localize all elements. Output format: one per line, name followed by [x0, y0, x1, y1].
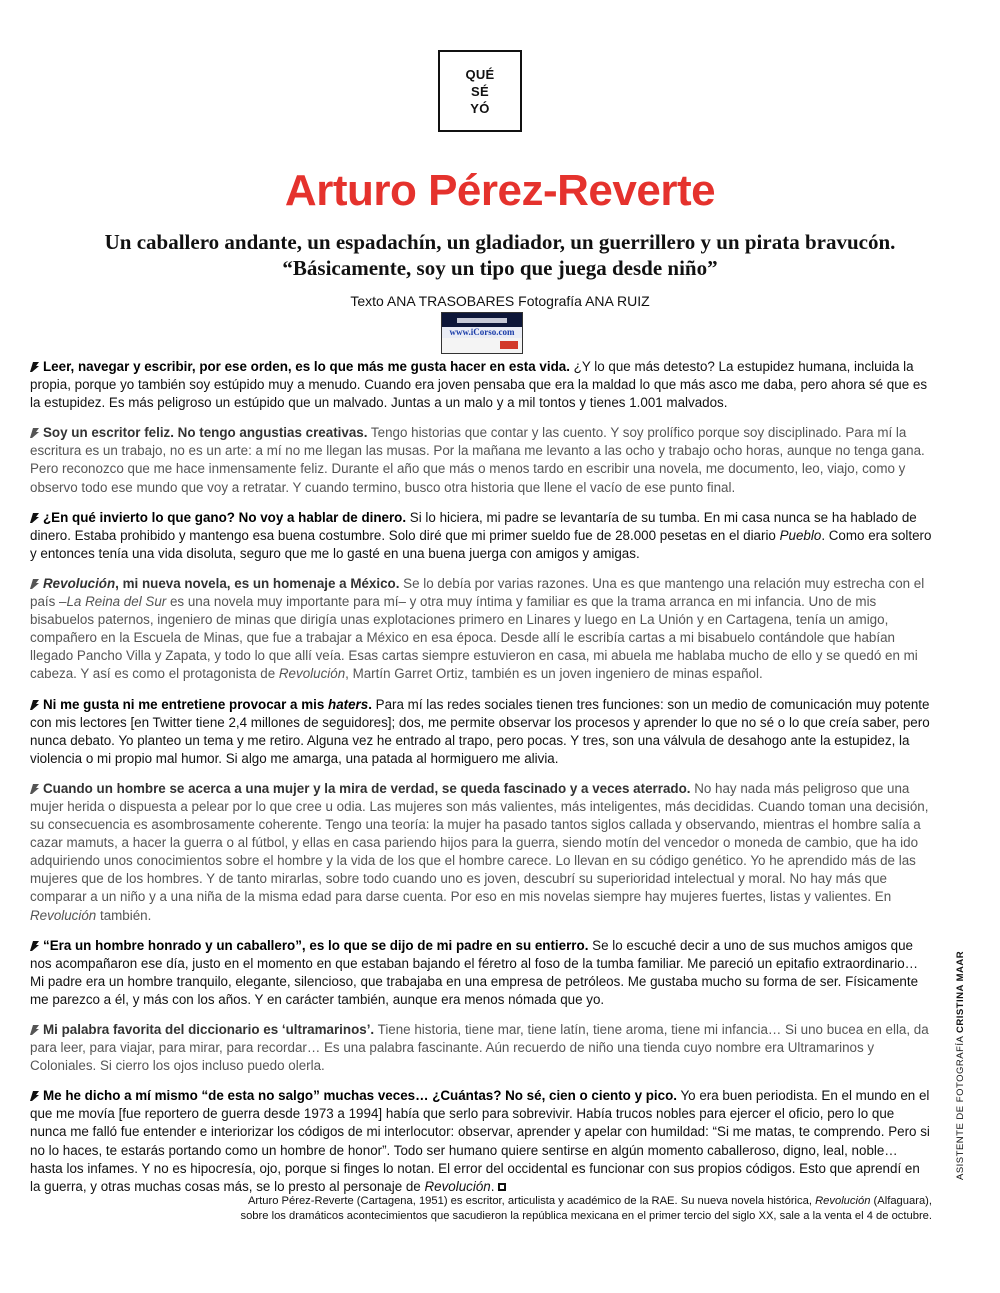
paragraph-marker-icon: [30, 579, 39, 589]
paragraph-text: ¿Y lo que más detesto? La estupidez humana, incluida la propia, porque yo también soy estúpido muy a menudo. Cuando era joven pensaba que era la maldad lo que más asco me daba, pero ahora sé que es la estupidez. Es más peligroso un estúpido que un malvado. Juntas a un malo y a mil tontos y tienes 1.001 malvados.: [30, 359, 928, 411]
paragraph-marker-icon: [30, 428, 39, 438]
article-paragraph: [30, 509, 932, 563]
logo-line-1: QUÉ: [465, 66, 495, 82]
credit-label: ASISTENTE DE FOTOGRAFÍA: [955, 1033, 966, 1180]
article-paragraph: [30, 696, 932, 768]
subtitle-line-2: “Básicamente, soy un tipo que juega desde niño”: [282, 256, 718, 280]
banner-logo-icon: [500, 341, 518, 349]
article-credits: Texto ANA TRASOBARES Fotografía ANA RUIZ: [350, 293, 650, 309]
article-subtitle: [20, 229, 980, 281]
paragraph-text: , Martín Garret Ortiz, también es un joven ingeniero de minas español.: [345, 666, 763, 682]
paragraph-text: Pueblo: [779, 527, 822, 543]
paragraph-text: La Reina del Sur: [66, 594, 167, 610]
paragraph-text: Revolución: [424, 1178, 491, 1194]
banner-url: www.iCorso.com: [442, 327, 522, 338]
paragraph-lead-text: .: [368, 696, 372, 712]
website-banner-image[interactable]: [441, 312, 523, 354]
paragraph-marker-icon: [30, 1025, 39, 1035]
paragraph-text: Tengo historias que contar y las cuento. Y soy prolífico porque soy disciplinado. Para mí la escritura es un trabajo, no es un arte: a mí no me llegan las musas. Por la mañana me levanto a las ocho y trabajo ocho horas, aunque no tenga gana. Pero reconozco que me hace inmensamente feliz. Durante el año que más o menos tardo en escribir una novela, me documento, leo, viajo, como y observo todo ese mundo que voy a retratar. Y cuando termino, busco otra historia que llene el vacío de ese punto final.: [30, 425, 925, 495]
paragraph-text: Tiene historia, tiene mar, tiene latín, tiene aroma, tiene mi infancia… Si uno bucea en ella, da para leer, para viajar, para mirar, para recordar… Es una palabra fascinante. Aún recuerdo de niño una tienda cuyo nombre era Ultramarinos y Coloniales. Si cierro los ojos incluso puedo olerla.: [30, 1022, 929, 1074]
paragraph-lead-text: Me he dicho a mí mismo “de esta no salgo” muchas veces… ¿Cuántas? No sé, cien o ciento y pico.: [43, 1088, 677, 1104]
paragraph-marker-icon: [30, 362, 39, 372]
magazine-section-logo: [438, 50, 522, 132]
footer-line-1-end: (Alfaguara),: [870, 1195, 932, 1207]
paragraph-lead-text: Soy un escritor feliz. No tengo angustias creativas.: [43, 425, 368, 441]
article-paragraph: [30, 937, 932, 1009]
paragraph-lead-text: , mi nueva novela, es un homenaje a México.: [115, 575, 400, 591]
paragraph-marker-icon: [30, 1091, 39, 1101]
paragraph-lead-text: ¿En qué invierto lo que gano? No voy a hablar de dinero.: [43, 509, 407, 525]
paragraph-marker-icon: [30, 700, 39, 710]
banner-footer: [442, 338, 522, 353]
paragraph-lead-text: Mi palabra favorita del diccionario es ‘ultramarinos’.: [43, 1022, 375, 1037]
paragraph-text: Se lo debía por varias razones. Una es que mantengo una relación muy estrecha con el país –: [30, 575, 925, 610]
paragraph-text: .: [490, 1178, 495, 1194]
paragraph-text: Se lo escuché decir a uno de sus muchos amigos que nos acompañaron ese día, justo en el momento en que estaban bajando el féretro al foso de la tumba familiar. Me pareció un epitafio extraordinario… Mi padre era un hombre tranquilo, elegante, silencioso, que trabajaba en una empresa de petróleos. Me gustaba mucho su forma de ser. Físicamente me parezco a él, y más con los años. Y en carácter también, aunque era menos nómada que yo.: [30, 937, 919, 1007]
photo-assistant-credit: [955, 950, 966, 1180]
paragraph-text: también.: [96, 907, 152, 923]
paragraph-marker-icon: [30, 941, 39, 951]
paragraph-lead-text: Cuando un hombre se acerca a una mujer y la mira de verdad, se queda fascinado y a veces aterrado.: [43, 780, 691, 796]
paragraph-marker-icon: [30, 513, 39, 523]
banner-header: [442, 313, 522, 327]
paragraph-text: . Como era soltero y entonces tenía una vida disoluta, seguro que me lo gasté en una buena juerga con amigos y amigas.: [30, 527, 932, 561]
article-paragraph: [30, 424, 932, 496]
author-bio-footer: [150, 1194, 932, 1224]
paragraph-lead-text: “Era un hombre honrado y un caballero”, es lo que se dijo de mi padre en su entierro.: [43, 937, 589, 953]
paragraph-lead-text: Leer, navegar y escribir, por ese orden, es lo que más me gusta hacer en esta vida.: [43, 359, 570, 374]
paragraph-text: es una novela muy importante para mí– y otra muy íntima y familiar es que la trama arranca en mi infancia. Uno de mis bisabuelos paternos, ingeniero de minas que dirigía unas explotaciones primero en Linares y luego en La Unión y en Cartagena, tenía un amigo, compañero en la Escuela de Minas, que fue a trabajar a México en esa época. Desde allí le escribía cartas a mi bisabuelo contándole que habían llegado Pancho Villa y Zapata, y todo lo que allí veía. Esas cartas siempre estuvieron en casa, mi abuela me hablaba mucho de ello y se quedó en mi cabeza. Y así es como el protagonista de: [30, 594, 918, 682]
paragraph-text: Revolución: [278, 666, 346, 682]
footer-novel-title: Revolución: [815, 1195, 871, 1207]
article-paragraph: [30, 358, 932, 412]
article-paragraph: [30, 1087, 932, 1196]
logo-line-3: YÓ: [470, 100, 490, 116]
credit-name: CRISTINA MAAR: [955, 950, 966, 1034]
paragraph-lead-text: Revolución: [43, 575, 116, 591]
paragraph-text: Si lo hiciera, mi padre se levantaría de su tumba. En mi casa nunca se ha hablado de dinero. Estaba prohibido y mantengo esa buena costumbre. Solo diré que mi primer sueldo fue de 28.000 pesetas en el diario: [30, 509, 917, 543]
article-end-icon: [498, 1183, 506, 1191]
paragraph-text: Yo era buen periodista. En el mundo en el que me movía [fue reportero de guerra desde 1973 a 1994] había que serlo para sobrevivir. Había trucos nobles para ejercer el oficio, pero lo que nunca me falló fue entender e interiorizar los códigos de mi interlocutor: observar, aprender y apelar con humildad: “Si me matas, te comprendo. Pero si no lo haces, te estarás portando como un hombre de honor”. Todo ser humano quiere sentirse en algún momento caballeroso, digno, leal, noble… hasta los infames. Y no es hipocresía, ojo, porque si finges lo notan. El error del occidental es funcionar con sus propios códigos. Esto que aprendí en la guerra, y otras muchas cosas más, se lo presto al personaje de: [30, 1088, 930, 1194]
footer-line-2: sobre los dramáticos acontecimientos que sacudieron la república mexicana en el primer tercio del siglo XX, sale a la venta el 4 de octubre.: [240, 1210, 932, 1222]
subtitle-line-1: Un caballero andante, un espadachín, un gladiador, un guerrillero y un pirata bravucón.: [104, 230, 896, 254]
paragraph-marker-icon: [30, 784, 39, 794]
paragraph-text: Para mí las redes sociales tienen tres funciones: son un medio de comunicación muy potente con mis lectores [en Twitter tiene 2,4 millones de seguidores]; dos, me permite observar los procesos y aprender lo que no sé o lo que creía saber, pero nunca debato. Yo planteo un tema y me retiro. Alguna vez he entrado al trapo, pero pocas. Y tres, son una válvula de desahogo ante la estupidez, la violencia o mi propio mal humor. Si algo me amarga, una patada al hormiguero me alivia.: [30, 696, 930, 766]
footer-line-1-text: Arturo Pérez-Reverte (Cartagena, 1951) es escritor, articulista y académico de la RAE. Su nueva novela histórica,: [247, 1195, 816, 1207]
article-paragraph: [30, 1021, 932, 1075]
paragraph-lead-text: Ni me gusta ni me entretiene provocar a mis: [43, 696, 329, 712]
article-paragraph: [30, 780, 932, 925]
paragraph-text: No hay nada más peligroso que una mujer herida o dispuesta a pelear por lo que cree u odia. Las mujeres son más valientes, más inteligentes, más decididas. Cuando toman una decisión, su consecuencia es asombrosamente coherente. Tengo una teoría: la mujer ha pasado tantos siglos callada y observando, mientras el hombre salía a cazar mamuts, a hacer la guerra o al fútbol, y ellas en casa pariendo hijos para la guerra, siendo motín del vencedor o moneda de cambio, que ha ido adquiriendo unos conocimientos sobre el hombre y la vida de los que el hombre carece. Lo llevan en su código genético. Yo he aprendido más de las mujeres que de los hombres. Y de tanto mirarlas, sobre todo cuando uno es joven, descubrí su superioridad intelectual y moral. No hay más que comparar a un niño y a una niña de la misma edad para darse cuenta. Por eso en mis novelas siempre hay mujeres fuertes, listas y valientes. En: [30, 780, 929, 905]
article-body: [30, 358, 932, 1208]
paragraph-text: Revolución: [30, 907, 97, 923]
footer-line-1: [150, 1194, 932, 1209]
logo-line-2: SÉ: [471, 83, 489, 99]
paragraph-lead-text: haters: [328, 696, 369, 712]
article-title: Arturo Pérez-Reverte: [284, 166, 716, 215]
article-paragraph: [30, 575, 932, 684]
